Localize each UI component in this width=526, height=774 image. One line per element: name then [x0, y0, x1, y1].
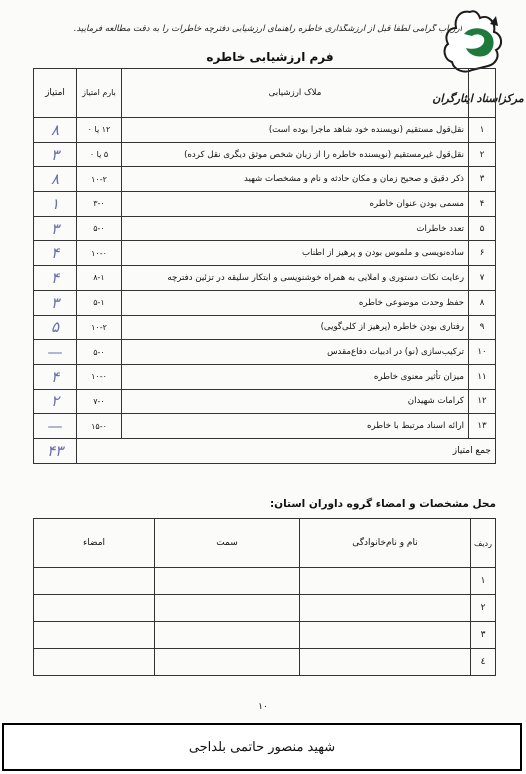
total-score: ۴۳ — [34, 438, 77, 463]
scale-value: ۸-۱ — [77, 266, 122, 291]
criterion-row — [34, 414, 496, 439]
scale-value: ۷-۰ — [77, 389, 122, 414]
row-number: ۱ — [469, 118, 496, 143]
row-number: ۸ — [469, 290, 496, 315]
scale-value: ۵-۰ — [77, 340, 122, 365]
criterion-row — [34, 167, 496, 192]
handwritten-score: ۴ — [34, 266, 77, 291]
name-cell — [300, 649, 471, 676]
criterion-text: رعایت نکات دستوری و املایی به همراه خوشنویسی و ابتکار سلیقه در تزئین دفترچه — [122, 266, 469, 291]
criterion-text: ذکر دقیق و صحیح زمان و مکان حادثه و نام و مشخصات شهید — [122, 167, 469, 192]
criterion-row — [34, 266, 496, 291]
criterion-text: نقل‌قول غیرمستقیم (نویسنده خاطره را از زبان شخص موثق دیگری نقل کرده) — [122, 142, 469, 167]
criterion-row — [34, 290, 496, 315]
header-row-num: ردیف — [471, 519, 496, 568]
signature-row-num: ٤ — [471, 649, 496, 676]
signature-row-num: ۳ — [471, 622, 496, 649]
post-cell — [155, 595, 300, 622]
criterion-text: کرامات شهیدان — [122, 389, 469, 414]
criterion-row — [34, 118, 496, 143]
handwritten-score: ۸ — [34, 118, 77, 143]
header-score: امتیاز — [34, 69, 77, 118]
criterion-text: حفظ وحدت موضوعی خاطره — [122, 290, 469, 315]
signature-row — [34, 568, 496, 595]
signature-row — [34, 649, 496, 676]
form-title: فرم ارزشیابی خاطره — [206, 50, 334, 64]
total-label: جمع امتیاز — [77, 438, 496, 463]
scale-value: ۵ یا ۰ — [77, 142, 122, 167]
row-number: ۶ — [469, 241, 496, 266]
criterion-row — [34, 216, 496, 241]
signature-cell — [34, 595, 155, 622]
signatures-table — [33, 518, 496, 676]
scale-value: ۳-۰ — [77, 192, 122, 217]
scale-value: ۱۰-۰ — [77, 241, 122, 266]
row-number: ۵ — [469, 216, 496, 241]
header-criterion: ملاک ارزشیابی — [122, 69, 469, 118]
handwritten-score: ۴ — [34, 364, 77, 389]
row-number: ۱۰ — [469, 340, 496, 365]
signature-cell — [34, 622, 155, 649]
signature-row-num: ۲ — [471, 595, 496, 622]
handwritten-score: ۱ — [34, 192, 77, 217]
criterion-row — [34, 364, 496, 389]
criterion-row — [34, 340, 496, 365]
handwritten-score: ۵ — [34, 315, 77, 340]
name-cell — [300, 568, 471, 595]
header-scale: بارم امتیاز — [77, 69, 122, 118]
handwritten-score: ۲ — [34, 389, 77, 414]
scale-value: ۱۰-۲ — [77, 315, 122, 340]
row-number: ۱۲ — [469, 389, 496, 414]
logo-text: مرکزاسناد ایثارگران — [432, 92, 524, 105]
page-number: ۱۰ — [258, 702, 268, 712]
header-full-name: نام و نام‌خانوادگی — [300, 519, 471, 568]
row-number: ۱۳ — [469, 414, 496, 439]
criterion-text: مسمی بودن عنوان خاطره — [122, 192, 469, 217]
name-cell — [300, 595, 471, 622]
name-cell — [300, 622, 471, 649]
evaluation-table — [33, 68, 496, 464]
criterion-text: ارائه اسناد مرتبط با خاطره — [122, 414, 469, 439]
header-num — [469, 69, 496, 118]
criterion-text: ترکیب‌سازی (نو) در ادبیات دفاع‌مقدس — [122, 340, 469, 365]
post-cell — [155, 649, 300, 676]
criterion-row — [34, 192, 496, 217]
row-number: ۳ — [469, 167, 496, 192]
signature-row-num: ۱ — [471, 568, 496, 595]
total-row — [34, 438, 496, 463]
scale-value: ۱۵-۰ — [77, 414, 122, 439]
signatures-header-row — [34, 519, 496, 568]
row-number: ۹ — [469, 315, 496, 340]
criterion-text: میزان تأثیر معنوی خاطره — [122, 364, 469, 389]
row-number: ۱۱ — [469, 364, 496, 389]
criterion-text: تعدد خاطرات — [122, 216, 469, 241]
signatures-title: محل مشخصات و امضاء گروه داوران استان: — [269, 498, 496, 510]
instruction-text: ارزیاب گرامی لطفاً قبل از ارزشگذاری خاطره راهنمای ارزشیابی دفترچه خاطرات را به دقت مطالعه فرمایید. — [73, 24, 462, 34]
signature-cell — [34, 649, 155, 676]
handwritten-score: — — [34, 340, 77, 365]
header-signature: امضاء — [34, 519, 155, 568]
criterion-text: ساده‌نویسی و ملموس بودن و پرهیز از اطناب — [122, 241, 469, 266]
signature-cell — [34, 568, 155, 595]
scale-value: ۱۰-۰ — [77, 364, 122, 389]
criterion-row — [34, 389, 496, 414]
scale-value: ۵-۱ — [77, 290, 122, 315]
post-cell — [155, 622, 300, 649]
signature-row — [34, 622, 496, 649]
handwritten-score: ۳ — [34, 216, 77, 241]
caption-box — [2, 723, 522, 771]
handwritten-score: ۸ — [34, 167, 77, 192]
criterion-row — [34, 315, 496, 340]
handwritten-score: — — [34, 414, 77, 439]
scale-value: ۱۰-۲ — [77, 167, 122, 192]
signature-row — [34, 595, 496, 622]
handwritten-score: ۴ — [34, 241, 77, 266]
criterion-text: رفتاری بودن خاطره (پرهیز از کلی‌گویی) — [122, 315, 469, 340]
criterion-row — [34, 241, 496, 266]
header-post: سمت — [155, 519, 300, 568]
caption-text: شهید منصور حاتمی بلداجی — [188, 739, 336, 755]
row-number: ۲ — [469, 142, 496, 167]
handwritten-score: ۳ — [34, 290, 77, 315]
row-number: ۴ — [469, 192, 496, 217]
scale-value: ۵-۰ — [77, 216, 122, 241]
evaluation-header-row — [34, 69, 496, 118]
post-cell — [155, 568, 300, 595]
criterion-row — [34, 142, 496, 167]
criterion-text: نقل‌قول مستقیم (نویسنده خود شاهد ماجرا بوده است) — [122, 118, 469, 143]
scale-value: ۱۲ یا ۰ — [77, 118, 122, 143]
row-number: ۷ — [469, 266, 496, 291]
handwritten-score: ۳ — [34, 142, 77, 167]
